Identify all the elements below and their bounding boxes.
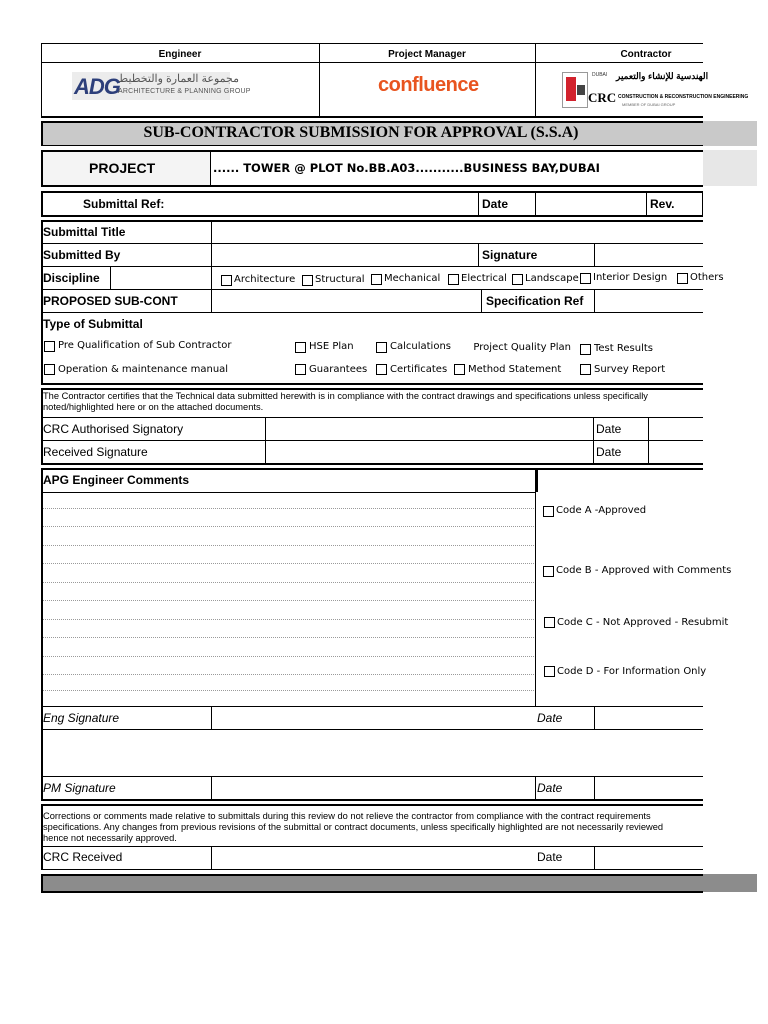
checkbox-code-b[interactable]	[543, 566, 554, 577]
received-date-label: Date	[596, 445, 622, 459]
checkbox-structural[interactable]	[302, 275, 313, 286]
crc-auth-date-label: Date	[596, 422, 622, 436]
checkbox-interior-design[interactable]	[580, 273, 591, 284]
submitted-by-field[interactable]	[213, 245, 477, 265]
apg-comments-label: APG Engineer Comments	[43, 473, 190, 487]
submittal-ref-field[interactable]	[212, 193, 477, 215]
checkbox-om-manual[interactable]	[44, 364, 55, 375]
option-others: Others	[690, 272, 724, 283]
footer-text-line2: specifications. Any changes from previous revisions of the submittal or contract documents, unless specifically highlighted are not necessarily reviewed	[43, 822, 664, 832]
code-c-label: Code C - Not Approved - Resubmit	[557, 617, 729, 628]
checkbox-hse-plan[interactable]	[295, 342, 306, 353]
adg-logo: ADG مجموعة العمارة والتخطيط ARCHITECTURE & PLANNING GROUP	[74, 73, 251, 99]
footer-text-line1: Corrections or comments made relative to submittals during this review do not relieve the contractor from compliance with the contract requirements	[43, 811, 651, 821]
eng-signature-label: Eng Signature	[43, 711, 120, 725]
pm-signature-field[interactable]	[213, 778, 533, 798]
option-prequalification: Pre Qualification of Sub Contractor	[58, 340, 232, 351]
checkbox-survey-report[interactable]	[580, 364, 591, 375]
submittal-ref-label: Submittal Ref:	[83, 197, 165, 211]
crc-received-field[interactable]	[213, 848, 533, 868]
spec-ref-field[interactable]	[596, 291, 702, 311]
submittal-date-field[interactable]	[537, 193, 645, 215]
engineer-label: Engineer	[158, 49, 202, 60]
proposed-subcont-label: PROPOSED SUB-CONT	[43, 294, 178, 308]
option-project-quality-plan: Project Quality Plan	[473, 342, 571, 353]
pm-signature-label: PM Signature	[43, 781, 116, 795]
checkbox-prequalification[interactable]	[44, 341, 55, 352]
eng-signature-field[interactable]	[213, 708, 533, 728]
option-survey-report: Survey Report	[594, 364, 666, 375]
project-label: PROJECT	[89, 160, 156, 176]
code-d-label: Code D - For Information Only	[557, 666, 707, 677]
signature-label: Signature	[482, 248, 538, 262]
option-architecture: Architecture	[234, 274, 296, 285]
option-guarantees: Guarantees	[309, 364, 368, 375]
checkbox-landscape[interactable]	[512, 274, 523, 285]
crc-received-label: CRC Received	[43, 850, 123, 864]
form-title: SUB-CONTRACTOR SUBMISSION FOR APPROVAL (S.S.A)	[143, 124, 579, 141]
checkbox-method-statement[interactable]	[454, 364, 465, 375]
checkbox-guarantees[interactable]	[295, 364, 306, 375]
submitted-by-label: Submitted By	[43, 248, 121, 262]
option-landscape: Landscape	[525, 273, 579, 284]
checkbox-code-a[interactable]	[543, 506, 554, 517]
submittal-title-label: Submittal Title	[43, 225, 126, 239]
spec-ref-label: Specification Ref	[486, 294, 584, 308]
checkbox-test-results[interactable]	[580, 344, 591, 355]
type-of-submittal-label: Type of Submittal	[43, 317, 143, 331]
checkbox-architecture[interactable]	[221, 275, 232, 286]
crc-logo: DUBAI الهندسية للإنشاء والتعمير CRC CONSTRUCTION & RECONSTRUCTION ENGINEERING MEMBER OF DUBAI GROUP	[562, 70, 704, 108]
bottom-band	[41, 874, 757, 892]
checkbox-calculations[interactable]	[376, 342, 387, 353]
option-structural: Structural	[315, 274, 365, 285]
submittal-title-field[interactable]	[213, 222, 702, 242]
checkbox-code-c[interactable]	[544, 617, 555, 628]
certify-text-line2: noted/highlighted here or on the attached documents.	[43, 402, 264, 412]
checkbox-electrical[interactable]	[448, 274, 459, 285]
code-a-label: Code A -Approved	[556, 505, 647, 516]
project-value: ...... TOWER @ PLOT No.BB.A03...........BUSINESS BAY,DUBAI	[213, 161, 600, 175]
submittal-date-label: Date	[482, 197, 509, 211]
rev-label: Rev.	[650, 197, 675, 211]
crc-authorised-signatory-label: CRC Authorised Signatory	[43, 422, 184, 436]
option-mechanical: Mechanical	[384, 273, 441, 284]
received-signature-field[interactable]	[267, 442, 592, 462]
option-om-manual: Operation & maintenance manual	[58, 364, 229, 375]
crc-received-date-label: Date	[537, 850, 563, 864]
checkbox-certificates[interactable]	[376, 364, 387, 375]
option-test-results: Test Results	[594, 343, 653, 354]
option-method-statement: Method Statement	[468, 364, 562, 375]
option-certificates: Certificates	[390, 364, 448, 375]
crc-authorised-signatory-field[interactable]	[267, 419, 592, 439]
received-signature-label: Received Signature	[43, 445, 148, 459]
checkbox-code-d[interactable]	[544, 666, 555, 677]
contractor-label: Contractor	[620, 49, 672, 60]
pm-date-label: Date	[537, 781, 563, 795]
discipline-label: Discipline	[43, 271, 100, 285]
option-interior-design: Interior Design	[593, 272, 668, 283]
code-b-label: Code B - Approved with Comments	[556, 565, 732, 576]
proposed-subcont-field[interactable]	[213, 291, 480, 311]
pm-comments-area[interactable]	[43, 731, 703, 775]
confluence-logo: confluence	[378, 74, 479, 96]
footer-text-line3: hence not necessarily approved.	[43, 833, 177, 843]
checkbox-others[interactable]	[677, 273, 688, 284]
eng-date-label: Date	[537, 711, 563, 725]
project-manager-label: Project Manager	[388, 49, 466, 60]
certify-text-line1: The Contractor certifies that the Technical data submitted herewith is in compliance with the contract drawings and specifications unless specifically	[43, 391, 648, 401]
option-electrical: Electrical	[461, 273, 507, 284]
checkbox-mechanical[interactable]	[371, 274, 382, 285]
option-hse-plan: HSE Plan	[309, 341, 354, 352]
option-calculations: Calculations	[390, 341, 451, 352]
